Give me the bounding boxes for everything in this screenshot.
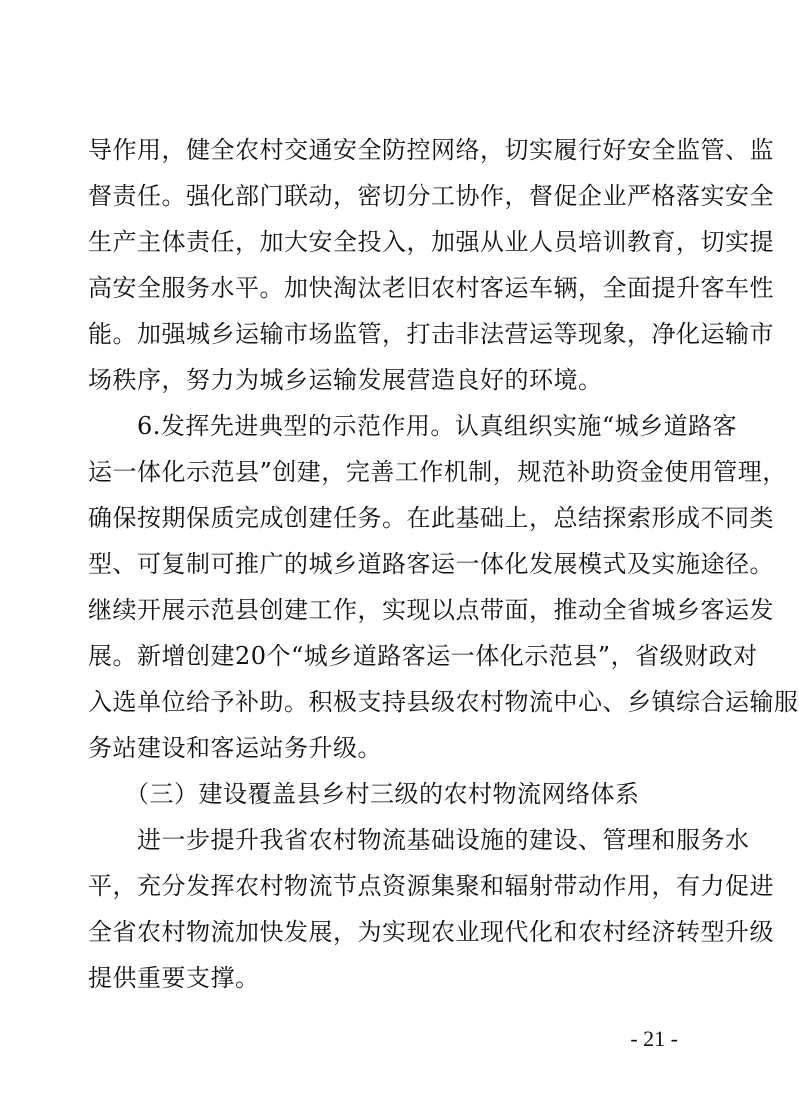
body-text-line: 提供重要支撑。 <box>88 964 260 992</box>
body-text-line: 导作用，健全农村交通安全防控网络，切实履行好安全监管、监 <box>88 136 774 164</box>
body-text-line: 确保按期保质完成创建任务。在此基础上，总结探索形成不同类 <box>88 504 774 532</box>
body-text-line: 入选单位给予补助。积极支持县级农村物流中心、乡镇综合运输服 <box>88 688 799 716</box>
body-text-line: 展。新增创建20个“城乡道路客运一体化示范县”，省级财政对 <box>88 642 758 670</box>
body-text-line: 场秩序，努力为城乡运输发展营造良好的环境。 <box>88 366 603 394</box>
body-text-line: 平，充分发挥农村物流节点资源集聚和辐射带动作用，有力促进 <box>88 872 774 900</box>
page-number: - 21 - <box>630 1026 678 1051</box>
body-text-line: 高安全服务水平。加快淘汰老旧农村客运车辆，全面提升客车性 <box>88 274 774 302</box>
body-text-line: 全省农村物流加快发展，为实现农业现代化和农村经济转型升级 <box>88 918 774 946</box>
body-text-line: 生产主体责任，加大安全投入，加强从业人员培训教育，切实提 <box>88 228 774 256</box>
body-text-line: 运一体化示范县”创建，完善工作机制，规范补助资金使用管理， <box>88 458 787 486</box>
body-text-line: 能。加强城乡运输市场监管，打击非法营运等现象，净化运输市 <box>88 320 774 348</box>
body-text-line: 督责任。强化部门联动，密切分工协作，督促企业严格落实安全 <box>88 182 774 210</box>
body-text-line: 型、可复制可推广的城乡道路客运一体化发展模式及实施途径。 <box>88 550 774 578</box>
body-text-line: 继续开展示范县创建工作，实现以点带面，推动全省城乡客运发 <box>88 596 774 624</box>
body-text-line: 进一步提升我省农村物流基础设施的建设、管理和服务水 <box>88 826 750 854</box>
section-heading: （三）建设覆盖县乡村三级的农村物流网络体系 <box>88 780 640 808</box>
paragraph-6-heading-line: 6.发挥先进典型的示范作用。认真组织实施“城乡道路客 <box>88 412 738 440</box>
body-text-line: 务站建设和客运站务升级。 <box>88 734 382 762</box>
